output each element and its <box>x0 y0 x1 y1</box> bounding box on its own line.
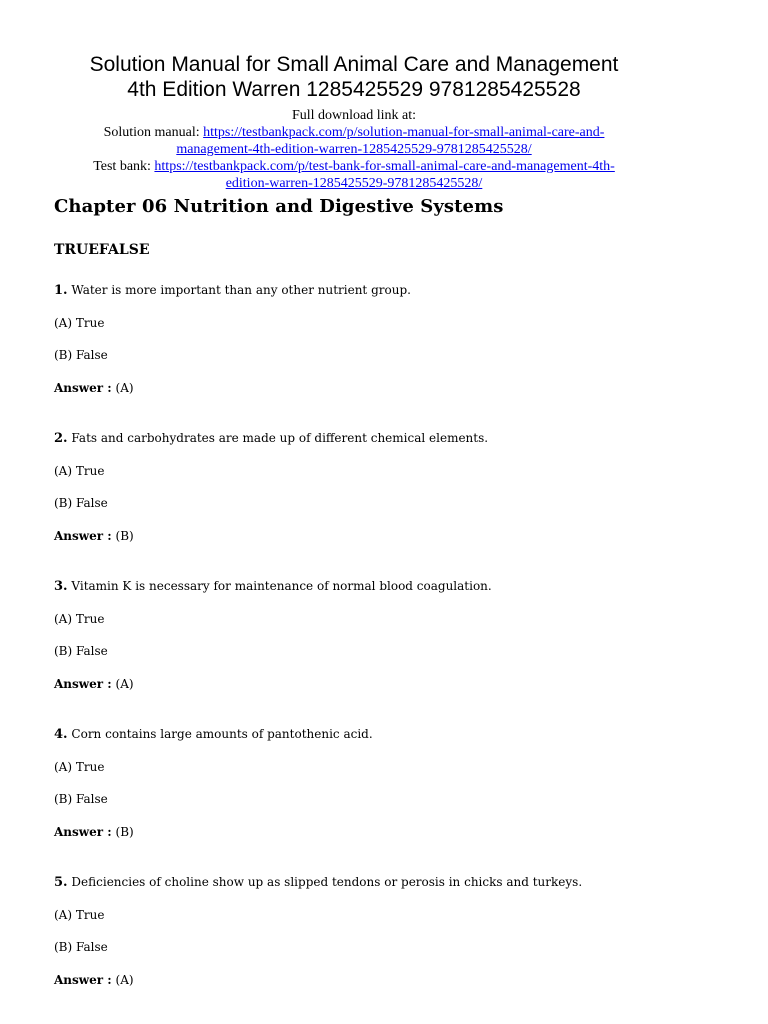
question-number: 3. <box>54 579 68 594</box>
download-links <box>40 107 668 192</box>
answer-value: (B) <box>115 529 134 543</box>
answer-label: Answer : <box>54 825 112 839</box>
answer-label: Answer : <box>54 381 112 395</box>
download-label: Full download link at: <box>291 108 417 123</box>
question-text: Fats and carbohydrates are made up of different chemical elements. <box>71 431 489 445</box>
option-a: (A) True <box>54 612 105 626</box>
question-number: 2. <box>54 431 68 446</box>
question-text: Corn contains large amounts of pantothenic acid. <box>71 727 373 741</box>
question-text-row <box>54 282 411 299</box>
solution-manual-row-2 <box>40 141 668 158</box>
question-text-row <box>54 578 492 595</box>
solution-manual-prefix: Solution manual: <box>103 125 204 140</box>
option-b: (B) False <box>54 792 108 806</box>
answer-row <box>54 380 134 396</box>
answer-row <box>54 824 134 840</box>
document-title <box>40 52 668 102</box>
answer-label: Answer : <box>54 529 112 543</box>
answer-label: Answer : <box>54 973 112 987</box>
option-b: (B) False <box>54 940 108 954</box>
option-a: (A) True <box>54 464 105 478</box>
answer-label: Answer : <box>54 677 112 691</box>
answer-value: (A) <box>115 381 134 395</box>
answer-value: (A) <box>115 973 134 987</box>
solution-manual-row <box>40 124 668 141</box>
answer-value: (B) <box>115 825 134 839</box>
test-bank-row <box>40 158 668 175</box>
option-a: (A) True <box>54 908 105 922</box>
question-number: 5. <box>54 875 68 890</box>
section-title: TRUEFALSE <box>54 242 150 258</box>
question-text: Deficiencies of choline show up as slipped tendons or perosis in chicks and turkeys. <box>71 875 583 889</box>
solution-manual-link[interactable]: https://testbankpack.com/p/solution-manual-for-small-animal-care-and- <box>203 125 605 140</box>
answer-row <box>54 528 134 544</box>
question-number: 4. <box>54 727 68 742</box>
title-line-2: 4th Edition Warren 1285425529 9781285425528 <box>127 78 581 101</box>
test-bank-row-2 <box>40 175 668 192</box>
question-text: Vitamin K is necessary for maintenance of normal blood coagulation. <box>71 579 492 593</box>
question-text-row <box>54 726 373 743</box>
question-number: 1. <box>54 283 68 298</box>
test-bank-link-continued[interactable]: edition-warren-1285425529-9781285425528/ <box>225 176 483 191</box>
answer-row <box>54 972 134 988</box>
question-text: Water is more important than any other nutrient group. <box>71 283 411 297</box>
chapter-title: Chapter 06 Nutrition and Digestive Systems <box>54 196 504 217</box>
option-b: (B) False <box>54 348 108 362</box>
title-line-1: Solution Manual for Small Animal Care and Management <box>89 53 619 76</box>
test-bank-prefix: Test bank: <box>93 159 155 174</box>
answer-value: (A) <box>115 677 134 691</box>
question-text-row <box>54 874 582 891</box>
option-b: (B) False <box>54 496 108 510</box>
question-text-row <box>54 430 488 447</box>
option-a: (A) True <box>54 316 105 330</box>
option-b: (B) False <box>54 644 108 658</box>
option-a: (A) True <box>54 760 105 774</box>
test-bank-link[interactable]: https://testbankpack.com/p/test-bank-for-small-animal-care-and-management-4th- <box>154 159 615 174</box>
solution-manual-link-continued[interactable]: management-4th-edition-warren-1285425529-9781285425528/ <box>176 142 532 157</box>
answer-row <box>54 676 134 692</box>
